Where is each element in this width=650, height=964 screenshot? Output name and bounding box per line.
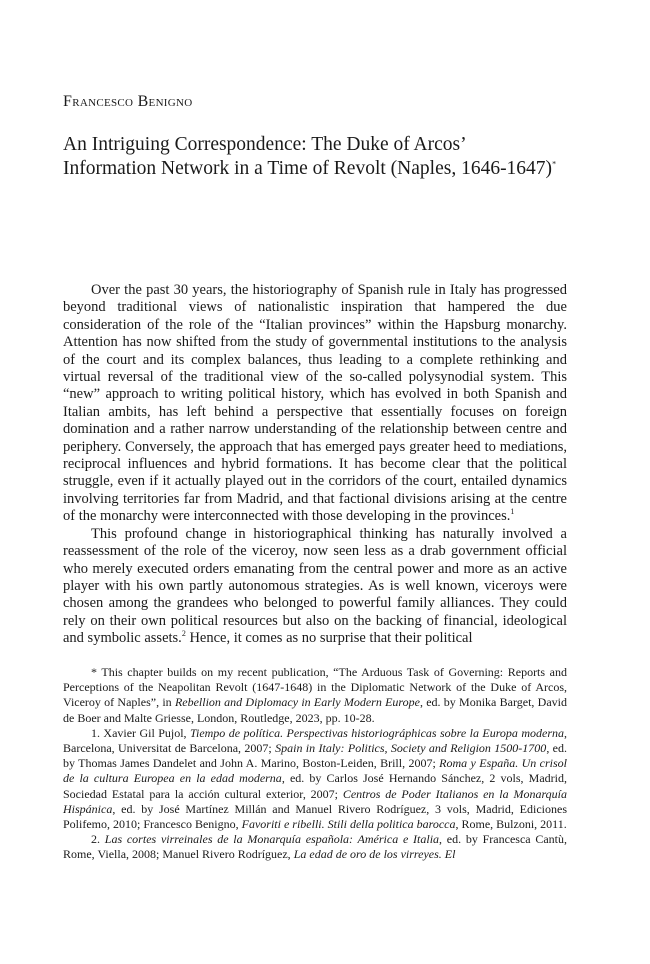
footnote-star xyxy=(63,665,567,726)
footnote-text: 1. Xavier Gil Pujol, xyxy=(91,725,190,740)
footnote-text: , Barcelona, Universitat de Barcelona, 2007; xyxy=(63,725,567,756)
footnote-text: , ed. by Monika Barget, David de Boer and Malte Griesse, London, Routledge, 2023, pp. 10-28. xyxy=(63,695,567,725)
footnote-book-title: Las cortes virreinales de la Monarquía española: América e Italia xyxy=(104,832,440,847)
chapter-title xyxy=(63,133,603,181)
footnote-book-title: Tiempo de política. Perspectivas historiográphicas sobre la Europa moderna xyxy=(189,725,564,740)
footnote-book-title: La edad de oro de los virreyes. El xyxy=(293,847,456,862)
title-line-1: An Intriguing Correspondence: The Duke of Arcos’ xyxy=(63,134,467,155)
footnote-book-title: Centros de Poder Italianos en la Monarquía Hispánica xyxy=(63,786,568,816)
footnote-text: , ed. by José Martínez Millán and Manuel Rivero Rodríguez, 3 vols, Madrid, Ediciones Polifemo, 2010; Francesco Benigno, xyxy=(63,801,567,832)
paragraph-2-text-a: This profound change in historiographical thinking has naturally involved a reassessment of the role of the viceroy, now seen less as a drab government official who merely executed orders emanating from the central power and more as an active player with his own partly autonomous strategies. As is well known, viceroys were chosen among the grandees who belonged to powerful family alliances. They could rely on their own political resources but also on the backing of financial, ideological and symbolic assets. xyxy=(63,525,567,647)
footnote-ref-1[interactable]: 1 xyxy=(510,507,515,517)
footnote-1 xyxy=(63,726,567,832)
footnote-text: 2. xyxy=(91,832,105,847)
title-line-2 xyxy=(63,157,603,181)
title-footnote-mark[interactable]: * xyxy=(552,159,557,169)
footnote-text: , Rome, Bulzoni, 2011. xyxy=(455,817,567,832)
footnote-book-title: Spain in Italy: Politics, Society and Religion 1500-1700 xyxy=(275,741,547,756)
paragraph-1 xyxy=(63,282,567,526)
footnote-text: , ed. by Carlos José Hernando Sánchez, 2 vols, Madrid, Sociedad Estatal para la acción cultural exterior, 2007; xyxy=(63,771,567,801)
footnote-book-title: Rebellion and Diplomacy in Early Modern Europe xyxy=(174,695,420,710)
paragraph-1-text: Over the past 30 years, the historiography of Spanish rule in Italy has progressed beyond traditional views of nationalistic inspiration that hampered the due consideration of the role of the “Italian provinces” within the Hapsburg monarchy. Attention has now shifted from the study of governmental institutions to the analysis of the court and its complex balances, thus leading to a complete rethinking and virtual reversal of the traditional view of the so-called polysynodial system. This “new” approach to writing political history, which has evolved in both Spanish and Italian ambits, has left behind a perspective that essentially focuses on foreign domination and a rather narrow understanding of the relationship between centre and periphery. Conversely, the approach that has emerged pays greater heed to mediations, reciprocal influences and hybrid formations. It has become clear that the political struggle, even if it actually played out in the corridors of the court, entailed dynamics involving territories far from Madrid, and that factional divisions arising at the centre of the monarchy were interconnected with those developing in the provinces. xyxy=(63,282,567,525)
footnote-ref-2[interactable]: 2 xyxy=(181,629,186,639)
chapter-author: Francesco Benigno xyxy=(63,93,193,110)
title-line-2-text: Information Network in a Time of Revolt (Naples, 1646-1647) xyxy=(63,158,553,179)
footnote-text: * This chapter builds on my recent publication, “The Arduous Task of Governing: Reports and Perceptions of the Neapolitan Revolt (1647-1648) in the Diplomatic Network of the Duke of Arcos, Viceroy of Naples”, in xyxy=(63,665,567,710)
footnote-text: , ed. by Thomas James Dandelet and John A. Marino, Boston-Leiden, Brill, 2007; xyxy=(63,741,568,771)
paragraph-2-text-b: Hence, it comes as no surprise that their political xyxy=(185,630,473,647)
footnotes xyxy=(63,665,567,863)
footnote-text: , ed. by Francesca Cantù, Rome, Viella, 2008; Manuel Rivero Rodríguez, xyxy=(63,832,568,862)
body-text xyxy=(63,282,567,648)
footnote-book-title: Favoriti e ribelli. Stili della politica barocca xyxy=(241,817,456,832)
footnote-2 xyxy=(63,832,567,862)
paragraph-2 xyxy=(63,526,567,648)
footnote-book-title: Roma y España. Un crisol de la cultura Europea en la edad moderna xyxy=(63,756,567,786)
